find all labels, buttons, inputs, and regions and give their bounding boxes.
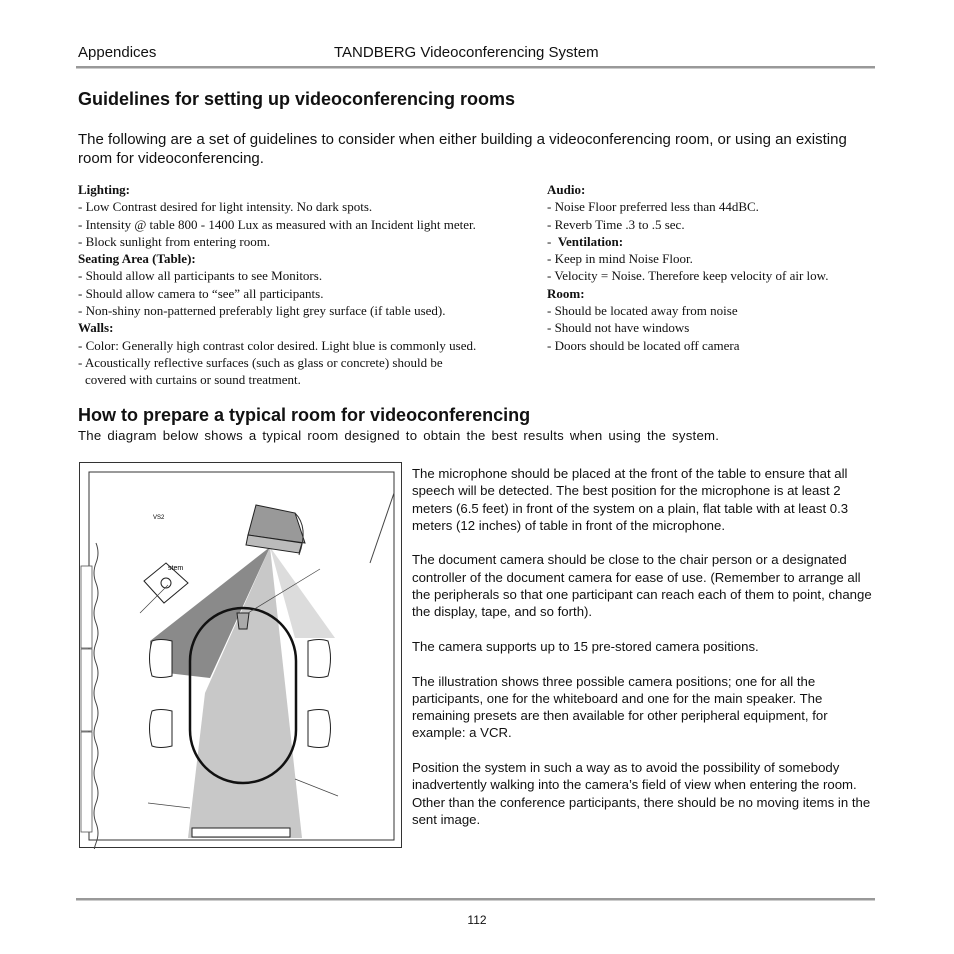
prepare-paragraph: The microphone should be placed at the front of the table to ensure that all speech will be detected. The best position for the microphone is at least 2 meters (6.5 feet) in front of the system on a plain, flat table with at least 0.3 meters (12 inches) of table in front of the microphone. [412, 466, 849, 533]
guideline-section-heading: Seating Area (Table): [78, 251, 196, 267]
diagram-label-vs: VS2 [153, 515, 165, 521]
page-number: 112 [467, 913, 487, 927]
guideline-item: - Reverb Time .3 to .5 sec. [547, 216, 685, 232]
guideline-item: covered with curtains or sound treatment. [85, 372, 301, 388]
guideline-heading-text: Ventilation: [557, 233, 624, 249]
guidelines-right-column [547, 181, 877, 354]
guideline-item: - Doors should be located off camera [547, 337, 740, 353]
guideline-item: - Block sunlight from entering room. [78, 233, 271, 249]
door [370, 493, 394, 563]
chair [308, 640, 331, 678]
microphone-icon [237, 613, 249, 629]
guideline-section-heading: Lighting: [78, 182, 131, 197]
prepare-intro: The diagram below shows a typical room designed to obtain the best results when using the system. [78, 428, 720, 443]
guideline-section-heading: Walls: [78, 320, 114, 336]
guideline-item: - Should not have windows [547, 320, 690, 336]
whiteboard-panel [81, 649, 92, 731]
header-section: Appendices [78, 44, 157, 61]
guidelines-intro: The following are a set of guidelines to consider when either building a videoconferencing room, or using an existing room for videoconferencing. [78, 131, 847, 167]
guideline-item: - Should allow camera to “see” all participants. [78, 285, 324, 301]
guideline-section-heading: Room: [547, 285, 585, 301]
guideline-item: - Low Contrast desired for light intensity. No dark spots. [78, 199, 373, 215]
whiteboard-panel [81, 566, 92, 648]
guideline-item: - Velocity = Noise. Therefore keep velocity of air low. [547, 268, 829, 284]
diagram-label-system: stem [168, 565, 184, 572]
prepare-paragraph: Position the system in such a way as to avoid the possibility of somebody inadvertently walking into the camera’s field of view when entering the room. Other than the conference participants, there should be no moving items in the sent image. [412, 760, 871, 827]
guideline-item: - Intensity @ table 800 - 1400 Lux as measured with an Incident light meter. [78, 216, 476, 232]
chair [308, 710, 331, 748]
header-doc-title: TANDBERG Videoconferencing System [334, 44, 599, 61]
whiteboard-panel [81, 732, 92, 832]
guideline-section-heading: Audio: [547, 182, 586, 197]
prepare-text-column [412, 465, 874, 846]
room-diagram [79, 462, 402, 848]
chair [150, 710, 173, 748]
prepare-paragraph: The document camera should be close to the chair person or a designated controller of the document camera for ease of use. (Remember to arrange all the peripherals so that one participant can reach each of them to point, change the display, tape, and so forth). [412, 552, 872, 620]
footer-rule [76, 898, 875, 901]
guideline-item: - Acoustically reflective surfaces (such as glass or concrete) should be [78, 354, 443, 370]
guideline-section-heading [547, 233, 877, 250]
prepare-heading: How to prepare a typical room for videoconferencing [78, 405, 531, 425]
whiteboard-bottom [192, 828, 290, 837]
chair [150, 640, 173, 678]
prepare-paragraph: The camera supports up to 15 pre-stored camera positions. [412, 638, 759, 654]
prepare-paragraph: The illustration shows three possible camera positions; one for all the participants, one for the whiteboard and one for the main speaker. The remaining presets are then available for other peripheral equipment, for example: a VCR. [412, 673, 828, 741]
guideline-item: - Should allow all participants to see Monitors. [78, 268, 323, 284]
curtain [94, 543, 98, 849]
guideline-prefix: - [547, 233, 558, 249]
guideline-item: - Noise Floor preferred less than 44dBC. [547, 199, 759, 215]
header-rule [76, 66, 875, 69]
guideline-item: - Should be located away from noise [547, 303, 738, 319]
guideline-item: - Color: Generally high contrast color desired. Light blue is commonly used. [78, 337, 477, 353]
room-layout-illustration [80, 463, 403, 849]
guideline-item: - Keep in mind Noise Floor. [547, 251, 693, 267]
guidelines-heading: Guidelines for setting up videoconferencing rooms [78, 89, 516, 109]
guideline-item: - Non-shiny non-patterned preferably light grey surface (if table used). [78, 303, 446, 319]
guidelines-left-column [78, 181, 538, 389]
